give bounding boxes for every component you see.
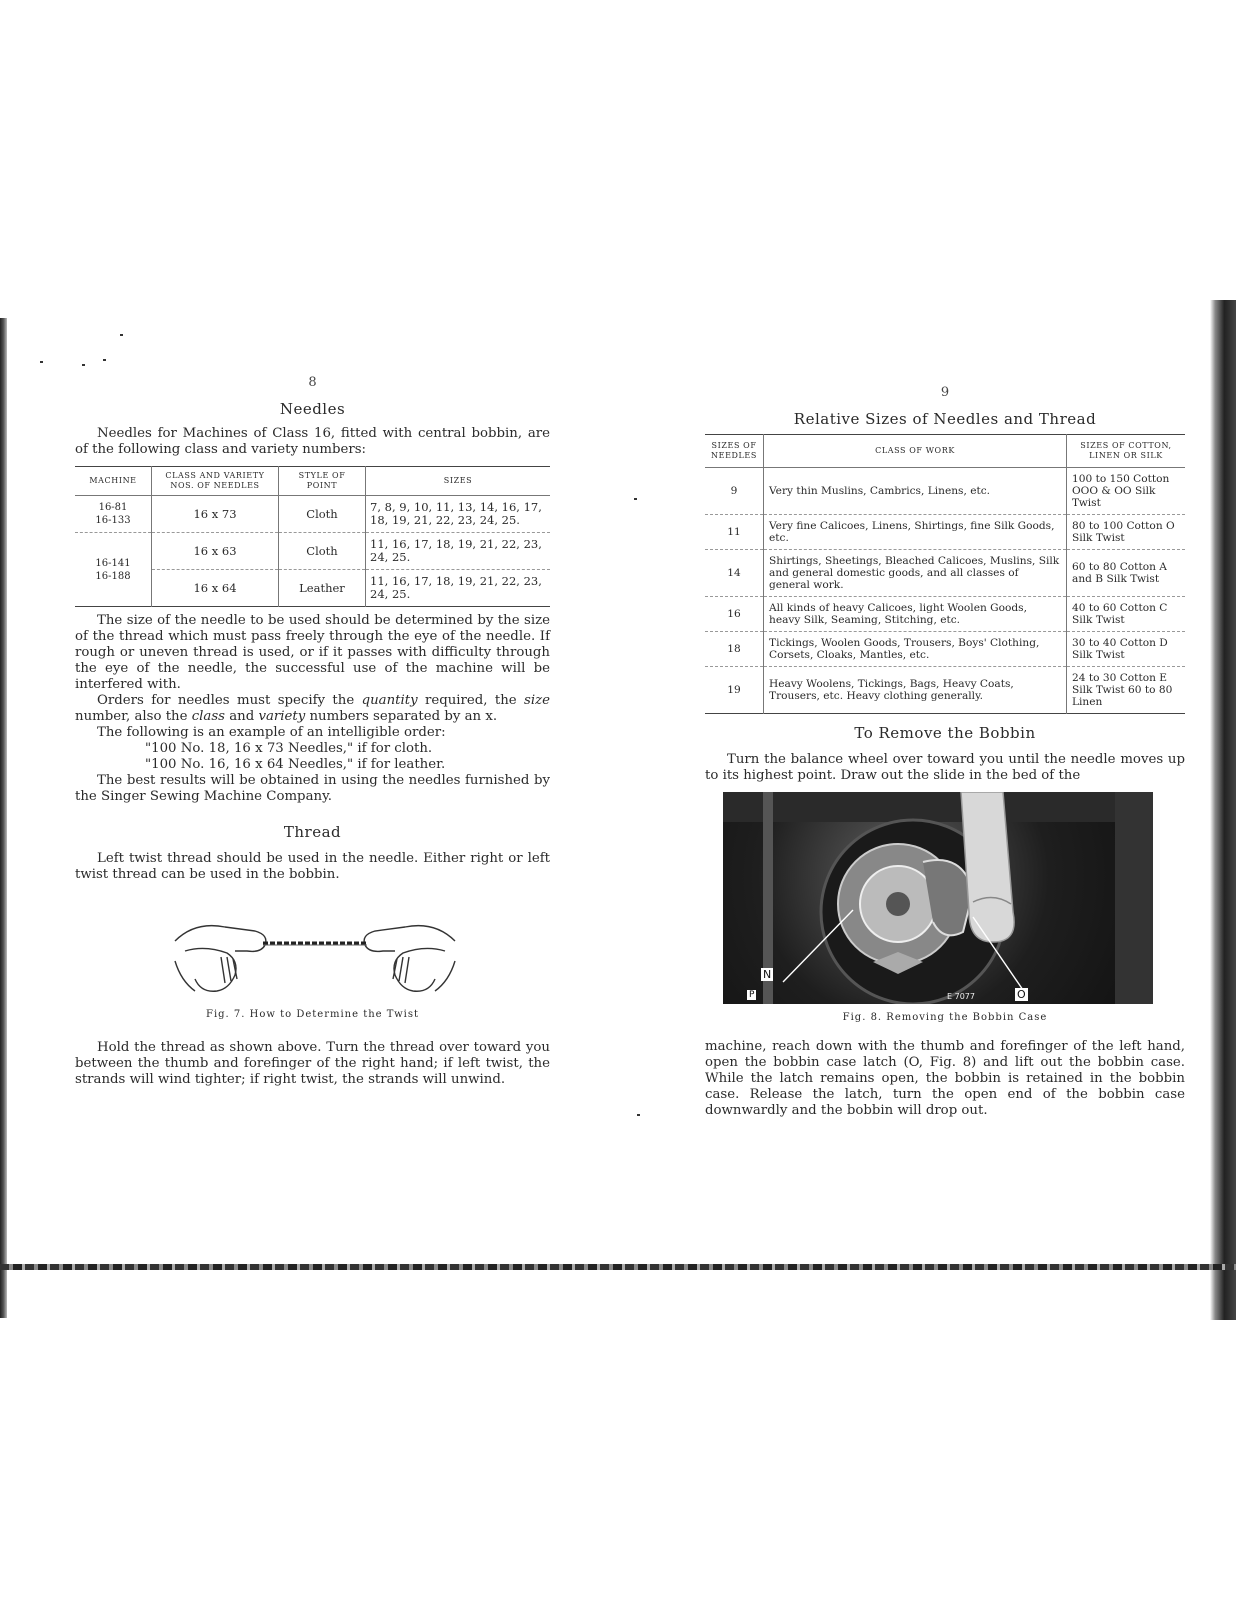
point-style-cell: Cloth xyxy=(279,496,366,533)
needle-table xyxy=(75,466,550,607)
right-page xyxy=(705,385,1185,1119)
page-number-right: 9 xyxy=(940,385,950,400)
needle-size-cell: 16 xyxy=(705,597,764,632)
table-row xyxy=(705,515,1185,550)
thread-size-cell: 100 to 150 Cotton OOO & OO Silk Twist xyxy=(1067,468,1186,515)
size-table xyxy=(705,434,1185,714)
para-needle-size: The size of the needle to be used should be determined by the size of the thread which must pass freely through the eye of the needle. If rough or uneven thread is used, or if it passes with difficulty through the eye of the needle, the successful use of the machine will be interfered with. xyxy=(75,613,550,692)
fig8-label-o: O xyxy=(1017,988,1026,1001)
para-best-results: The best results will be obtained in using the needles furnished by the Singer Sewing Machine Company. xyxy=(75,773,550,804)
twisting-thread-hands-icon xyxy=(165,891,465,1001)
header-style-point: STYLE OF POINT xyxy=(279,467,366,496)
table-row xyxy=(705,597,1185,632)
left-page xyxy=(75,375,550,1088)
orders-emphasis-size: size xyxy=(524,693,550,708)
order-example-leather: "100 No. 16, 16 x 64 Needles," if for leather. xyxy=(145,757,446,772)
point-style-cell: Cloth xyxy=(279,533,366,570)
orders-text: Orders for needles must specify the xyxy=(97,693,362,708)
thread-size-cell: 40 to 60 Cotton C Silk Twist xyxy=(1067,597,1186,632)
header-thread-sizes: SIZES OF COTTON, LINEN OR SILK xyxy=(1067,435,1186,468)
class-of-work-cell: Very thin Muslins, Cambrics, Linens, etc. xyxy=(764,468,1067,515)
table-row xyxy=(705,550,1185,597)
fig8-photo xyxy=(723,792,1153,1004)
scan-edge-right xyxy=(1210,300,1236,1320)
header-machine: MACHINE xyxy=(75,467,152,496)
needle-class-cell: 16 x 64 xyxy=(152,570,279,607)
scan-speck xyxy=(103,359,106,361)
scan-edge-bottom xyxy=(0,1264,1236,1270)
fig8-label-p: P xyxy=(749,990,755,1000)
para-orders xyxy=(75,693,550,725)
fig8-reference: E 7077 xyxy=(947,992,975,1001)
thread-size-cell: 60 to 80 Cotton A and B Silk Twist xyxy=(1067,550,1186,597)
order-example-cloth: "100 No. 18, 16 x 73 Needles," if for cloth. xyxy=(145,741,433,756)
orders-emphasis-class: class xyxy=(191,709,225,724)
point-style-cell: Leather xyxy=(279,570,366,607)
size-table-header xyxy=(705,435,1185,468)
table-row xyxy=(705,667,1185,714)
remove-bobbin-heading: To Remove the Bobbin xyxy=(854,724,1036,742)
table-row xyxy=(705,468,1185,515)
fig7-illustration xyxy=(165,891,465,1001)
thread-size-cell: 24 to 30 Cotton E Silk Twist 60 to 80 Linen xyxy=(1067,667,1186,714)
page-number-left: 8 xyxy=(308,375,317,390)
needle-class-cell: 16 x 73 xyxy=(152,496,279,533)
orders-text: required, the xyxy=(417,693,525,708)
needle-size-cell: 18 xyxy=(705,632,764,667)
header-class-of-work: CLASS OF WORK xyxy=(764,435,1067,468)
sizes-heading: Relative Sizes of Needles and Thread xyxy=(793,410,1097,428)
hold-thread-para: Hold the thread as shown above. Turn the thread over toward you between the thumb and forefinger of the right hand; if left twist, the strands will wind tighter; if right twist, the strands will unwind. xyxy=(75,1040,550,1087)
fig7-caption: Fig. 7. How to Determine the Twist xyxy=(206,1009,419,1020)
table-row xyxy=(75,496,550,533)
needle-size-cell: 19 xyxy=(705,667,764,714)
machine-cell xyxy=(75,496,152,533)
class-of-work-cell: Heavy Woolens, Tickings, Bags, Heavy Coats, Trousers, etc. Heavy clothing generally. xyxy=(764,667,1067,714)
needle-table-header xyxy=(75,467,550,496)
machine-number: 16-133 xyxy=(95,515,131,526)
scan-speck xyxy=(40,361,43,363)
bobbin-case-removal-icon xyxy=(723,792,1153,1004)
class-of-work-cell: Tickings, Woolen Goods, Trousers, Boys' Clothing, Corsets, Cloaks, Mantles, etc. xyxy=(764,632,1067,667)
thread-heading: Thread xyxy=(283,823,342,841)
class-of-work-cell: Very fine Calicoes, Linens, Shirtings, fine Silk Goods, etc. xyxy=(764,515,1067,550)
para-example: The following is an example of an intelligible order: xyxy=(97,725,446,740)
remove-bobbin-para: Turn the balance wheel over toward you until the needle moves up to its highest point. Draw out the slide in the bed of the xyxy=(705,752,1185,783)
header-class-variety: CLASS AND VARIETY NOS. OF NEEDLES xyxy=(152,467,279,496)
fig8-caption: Fig. 8. Removing the Bobbin Case xyxy=(842,1012,1048,1023)
orders-emphasis-variety: variety xyxy=(258,709,306,724)
table-row xyxy=(705,632,1185,667)
machine-para: machine, reach down with the thumb and forefinger of the left hand, open the bobbin case latch (O, Fig. 8) and lift out the bobbin case. While the latch remains open, the bobbin is retained in the bobbin case. Release the latch, turn the open end of the bobbin case downwardly and the bobbin will drop out. xyxy=(705,1039,1185,1118)
machine-number: 16-141 xyxy=(95,557,131,569)
orders-text: number, also the xyxy=(75,709,192,724)
needle-class-cell: 16 x 63 xyxy=(152,533,279,570)
machine-number: 16-188 xyxy=(95,570,131,582)
scan-speck xyxy=(634,498,637,500)
needles-heading: Needles xyxy=(279,400,346,418)
sizes-cell: 11, 16, 17, 18, 19, 21, 22, 23, 24, 25. xyxy=(366,570,551,607)
needle-size-cell: 14 xyxy=(705,550,764,597)
scan-speck xyxy=(120,334,123,336)
sizes-cell: 7, 8, 9, 10, 11, 13, 14, 16, 17, 18, 19, 21, 22, 23, 24, 25. xyxy=(370,500,542,527)
sizes-cell: 11, 16, 17, 18, 19, 21, 22, 23, 24, 25. xyxy=(366,533,551,570)
fig8-label-n: N xyxy=(763,968,772,981)
machine-number: 16-81 xyxy=(98,502,128,513)
scan-speck xyxy=(82,364,85,366)
header-sizes: SIZES xyxy=(366,467,551,496)
needle-size-cell: 9 xyxy=(705,468,764,515)
orders-text: numbers separated by an x. xyxy=(305,709,498,724)
thread-size-cell: 80 to 100 Cotton O Silk Twist xyxy=(1067,515,1186,550)
orders-text: and xyxy=(225,709,259,724)
table-row xyxy=(75,533,550,570)
thread-para: Left twist thread should be used in the needle. Either right or left twist thread can be used in the bobbin. xyxy=(75,851,550,882)
header-needle-sizes: SIZES OF NEEDLES xyxy=(705,435,764,468)
class-of-work-cell: All kinds of heavy Calicoes, light Woolen Goods, heavy Silk, Seaming, Stitching, etc. xyxy=(764,597,1067,632)
thread-size-cell: 30 to 40 Cotton D Silk Twist xyxy=(1067,632,1186,667)
class-of-work-cell: Shirtings, Sheetings, Bleached Calicoes, Muslins, Silk and general domestic goods, and all classes of general work. xyxy=(764,550,1067,597)
needles-intro: Needles for Machines of Class 16, fitted with central bobbin, are of the following class and variety numbers: xyxy=(75,426,550,457)
machine-cell xyxy=(75,533,152,607)
scan-speck xyxy=(637,1114,640,1116)
orders-emphasis-quantity: quantity xyxy=(361,693,418,708)
scan-edge-left xyxy=(0,318,7,1318)
needle-size-cell: 11 xyxy=(705,515,764,550)
